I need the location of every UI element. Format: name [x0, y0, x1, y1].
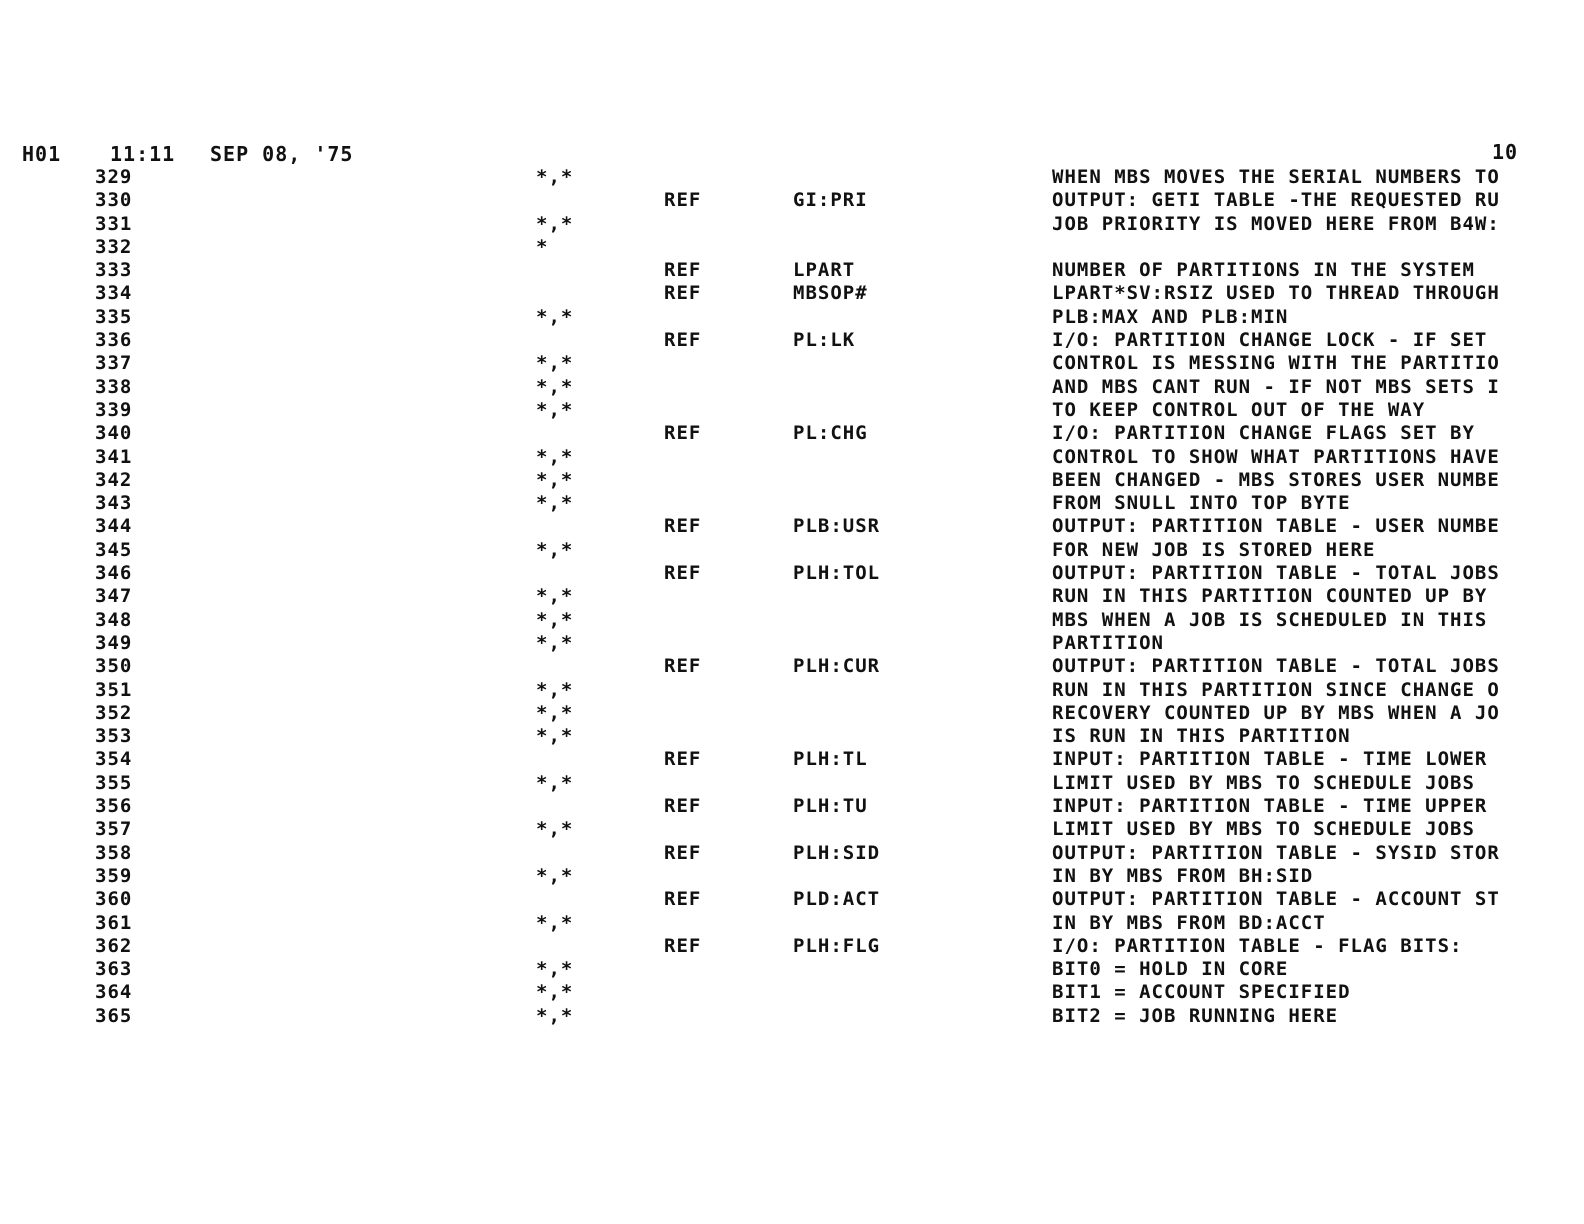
listing-line	[0, 679, 1584, 702]
comment-text: LPART*SV:RSIZ USED TO THREAD THROUGH	[1052, 282, 1500, 305]
line-number: 363	[95, 958, 133, 981]
header-date: SEP 08, '75	[210, 142, 354, 166]
listing-line	[0, 329, 1584, 352]
comment-text: INPUT: PARTITION TABLE - TIME UPPER	[1052, 795, 1488, 818]
symbol: GI:PRI	[793, 189, 868, 212]
listing-line	[0, 399, 1584, 422]
comment-text: BIT2 = JOB RUNNING HERE	[1052, 1004, 1339, 1027]
listing-line	[0, 609, 1584, 632]
listing-line	[0, 935, 1584, 958]
line-number: 341	[95, 445, 133, 468]
listing-line	[0, 306, 1584, 329]
comment-text: FOR NEW JOB IS STORED HERE	[1052, 538, 1376, 561]
listing-line	[0, 282, 1584, 305]
comment-text: BIT1 = ACCOUNT SPECIFIED	[1052, 981, 1351, 1004]
comment-marker: *	[536, 235, 549, 258]
comment-text: OUTPUT: PARTITION TABLE - ACCOUNT ST	[1052, 888, 1500, 911]
opcode: REF	[664, 422, 702, 445]
comment-marker: *,*	[536, 468, 574, 491]
listing-line	[0, 562, 1584, 585]
line-number: 350	[95, 655, 133, 678]
comment-text: IN BY MBS FROM BD:ACCT	[1052, 911, 1326, 934]
line-number: 334	[95, 282, 133, 305]
header-id: H01	[22, 142, 62, 166]
comment-marker: *,*	[536, 631, 574, 654]
listing-line	[0, 632, 1584, 655]
opcode: REF	[664, 795, 702, 818]
line-number: 359	[95, 864, 133, 887]
comment-marker: *,*	[536, 958, 574, 981]
listing-line	[0, 515, 1584, 538]
comment-text: OUTPUT: PARTITION TABLE - TOTAL JOBS	[1052, 562, 1500, 585]
line-number: 347	[95, 585, 133, 608]
comment-marker: *,*	[536, 375, 574, 398]
listing-line	[0, 376, 1584, 399]
comment-marker: *,*	[536, 492, 574, 515]
line-number: 365	[95, 1004, 133, 1027]
symbol: PL:LK	[793, 329, 856, 352]
comment-text: BEEN CHANGED - MBS STORES USER NUMBE	[1052, 468, 1500, 491]
comment-marker: *,*	[536, 445, 574, 468]
listing-line	[0, 1005, 1584, 1028]
listing-line	[0, 189, 1584, 212]
comment-text: RECOVERY COUNTED UP BY MBS WHEN A JO	[1052, 701, 1500, 724]
listing-line	[0, 888, 1584, 911]
listing-line	[0, 912, 1584, 935]
comment-text: CONTROL TO SHOW WHAT PARTITIONS HAVE	[1052, 445, 1500, 468]
listing-line	[0, 842, 1584, 865]
line-number: 364	[95, 981, 133, 1004]
header-time: 11:11	[110, 142, 176, 166]
comment-text: OUTPUT: GETI TABLE -THE REQUESTED RU	[1052, 189, 1500, 212]
page-header	[0, 142, 1584, 166]
comment-text: OUTPUT: PARTITION TABLE - TOTAL JOBS	[1052, 655, 1500, 678]
comment-text: I/O: PARTITION CHANGE LOCK - IF SET	[1052, 329, 1488, 352]
comment-text: I/O: PARTITION CHANGE FLAGS SET BY	[1052, 422, 1475, 445]
comment-text: FROM SNULL INTO TOP BYTE	[1052, 492, 1351, 515]
symbol: PLH:FLG	[793, 934, 881, 957]
symbol: MBSOP#	[793, 282, 868, 305]
line-number: 361	[95, 911, 133, 934]
symbol: PLH:TL	[793, 748, 868, 771]
line-number: 336	[95, 329, 133, 352]
line-number: 329	[95, 166, 133, 188]
listing-line	[0, 772, 1584, 795]
comment-text: IN BY MBS FROM BH:SID	[1052, 864, 1314, 887]
line-number: 353	[95, 725, 133, 748]
listing-line	[0, 585, 1584, 608]
listing-line	[0, 865, 1584, 888]
listing-line	[0, 492, 1584, 515]
opcode: REF	[664, 562, 702, 585]
listing-line	[0, 422, 1584, 445]
opcode: REF	[664, 282, 702, 305]
line-number: 355	[95, 771, 133, 794]
comment-text: CONTROL IS MESSING WITH THE PARTITIO	[1052, 352, 1500, 375]
line-number: 333	[95, 259, 133, 282]
line-number: 346	[95, 562, 133, 585]
line-number: 349	[95, 631, 133, 654]
line-number: 330	[95, 189, 133, 212]
symbol: PLH:CUR	[793, 655, 881, 678]
comment-text: RUN IN THIS PARTITION COUNTED UP BY	[1052, 585, 1488, 608]
line-number: 362	[95, 934, 133, 957]
listing-line	[0, 213, 1584, 236]
comment-text: JOB PRIORITY IS MOVED HERE FROM B4W:	[1052, 212, 1500, 235]
line-number: 335	[95, 305, 133, 328]
opcode: REF	[664, 841, 702, 864]
listing-line	[0, 958, 1584, 981]
comment-text: I/O: PARTITION TABLE - FLAG BITS:	[1052, 934, 1463, 957]
comment-marker: *,*	[536, 981, 574, 1004]
comment-marker: *,*	[536, 864, 574, 887]
comment-marker: *,*	[536, 212, 574, 235]
symbol: PLH:TOL	[793, 562, 881, 585]
comment-marker: *,*	[536, 538, 574, 561]
comment-text: IS RUN IN THIS PARTITION	[1052, 725, 1351, 748]
listing-line	[0, 795, 1584, 818]
listing-line	[0, 352, 1584, 375]
page-number: 10	[1492, 140, 1519, 164]
listing-line	[0, 818, 1584, 841]
comment-text: TO KEEP CONTROL OUT OF THE WAY	[1052, 398, 1426, 421]
symbol: PL:CHG	[793, 422, 868, 445]
comment-marker: *,*	[536, 352, 574, 375]
line-number: 340	[95, 422, 133, 445]
opcode: REF	[664, 748, 702, 771]
comment-text: BIT0 = HOLD IN CORE	[1052, 958, 1289, 981]
opcode: REF	[664, 655, 702, 678]
comment-marker: *,*	[536, 608, 574, 631]
comment-marker: *,*	[536, 1004, 574, 1027]
comment-marker: *,*	[536, 678, 574, 701]
line-number: 352	[95, 701, 133, 724]
comment-marker: *,*	[536, 305, 574, 328]
line-number: 339	[95, 398, 133, 421]
opcode: REF	[664, 888, 702, 911]
comment-text: OUTPUT: PARTITION TABLE - USER NUMBE	[1052, 515, 1500, 538]
comment-text: PARTITION	[1052, 631, 1164, 654]
line-number: 354	[95, 748, 133, 771]
comment-marker: *,*	[536, 911, 574, 934]
comment-marker: *,*	[536, 701, 574, 724]
comment-text: INPUT: PARTITION TABLE - TIME LOWER	[1052, 748, 1488, 771]
listing-line	[0, 725, 1584, 748]
opcode: REF	[664, 515, 702, 538]
opcode: REF	[664, 189, 702, 212]
line-number: 358	[95, 841, 133, 864]
listing-line	[0, 748, 1584, 771]
comment-marker: *,*	[536, 585, 574, 608]
line-number: 360	[95, 888, 133, 911]
comment-marker: *,*	[536, 725, 574, 748]
line-number: 338	[95, 375, 133, 398]
comment-marker: *,*	[536, 818, 574, 841]
listing-line	[0, 236, 1584, 259]
line-number: 356	[95, 795, 133, 818]
line-number: 344	[95, 515, 133, 538]
line-number: 357	[95, 818, 133, 841]
line-number: 342	[95, 468, 133, 491]
comment-text: MBS WHEN A JOB IS SCHEDULED IN THIS	[1052, 608, 1488, 631]
listing-line	[0, 166, 1584, 189]
line-number: 348	[95, 608, 133, 631]
opcode: REF	[664, 934, 702, 957]
opcode: REF	[664, 259, 702, 282]
symbol: PLB:USR	[793, 515, 881, 538]
comment-text: AND MBS CANT RUN - IF NOT MBS SETS I	[1052, 375, 1500, 398]
comment-marker: *,*	[536, 398, 574, 421]
symbol: PLH:TU	[793, 795, 868, 818]
line-number: 331	[95, 212, 133, 235]
listing-line	[0, 259, 1584, 282]
comment-marker: *,*	[536, 771, 574, 794]
comment-text: LIMIT USED BY MBS TO SCHEDULE JOBS	[1052, 818, 1475, 841]
listing-line	[0, 655, 1584, 678]
line-number: 343	[95, 492, 133, 515]
comment-marker: *,*	[536, 166, 574, 188]
line-number: 332	[95, 235, 133, 258]
line-number: 345	[95, 538, 133, 561]
line-number: 337	[95, 352, 133, 375]
comment-text: OUTPUT: PARTITION TABLE - SYSID STOR	[1052, 841, 1500, 864]
comment-text: LIMIT USED BY MBS TO SCHEDULE JOBS	[1052, 771, 1475, 794]
comment-text: NUMBER OF PARTITIONS IN THE SYSTEM	[1052, 259, 1475, 282]
listing-line	[0, 469, 1584, 492]
opcode: REF	[664, 329, 702, 352]
comment-text: PLB:MAX AND PLB:MIN	[1052, 305, 1289, 328]
code-listing	[0, 166, 1584, 1028]
listing-line	[0, 539, 1584, 562]
comment-text: WHEN MBS MOVES THE SERIAL NUMBERS TO	[1052, 166, 1500, 188]
symbol: PLH:SID	[793, 841, 881, 864]
symbol: LPART	[793, 259, 856, 282]
line-number: 351	[95, 678, 133, 701]
listing-line	[0, 702, 1584, 725]
listing-line	[0, 446, 1584, 469]
comment-text: RUN IN THIS PARTITION SINCE CHANGE O	[1052, 678, 1500, 701]
symbol: PLD:ACT	[793, 888, 881, 911]
listing-line	[0, 981, 1584, 1004]
